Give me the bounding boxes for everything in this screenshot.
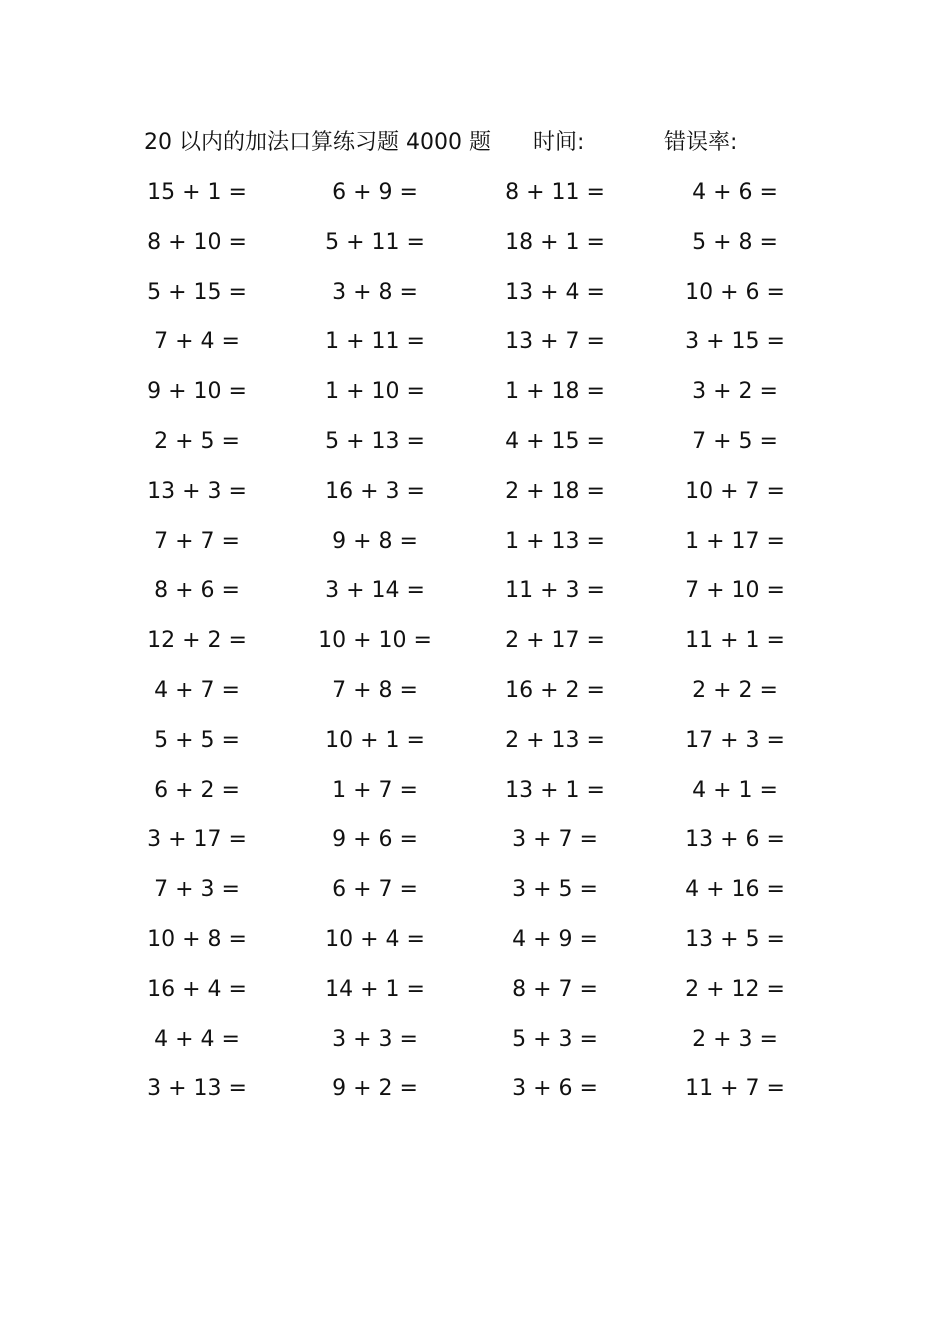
problem-cell: 3 + 2 = bbox=[692, 379, 778, 405]
problem-cell: 13 + 5 = bbox=[685, 926, 785, 952]
problem-cell: 3 + 7 = bbox=[512, 827, 598, 853]
problem-cell: 8 + 6 = bbox=[154, 578, 240, 604]
problem-row bbox=[0, 571, 950, 621]
problem-cell: 4 + 6 = bbox=[692, 180, 778, 205]
problem-cell: 3 + 15 = bbox=[685, 329, 785, 355]
problem-row bbox=[0, 372, 950, 422]
problem-cell: 13 + 4 = bbox=[505, 279, 605, 305]
problem-row bbox=[0, 1020, 950, 1070]
problem-cell: 13 + 3 = bbox=[147, 478, 247, 504]
problem-cell: 16 + 2 = bbox=[505, 677, 605, 703]
problem-cell: 1 + 10 = bbox=[325, 379, 425, 405]
problem-cell: 3 + 6 = bbox=[512, 1076, 598, 1102]
problem-cell: 8 + 7 = bbox=[512, 976, 598, 1002]
problem-row bbox=[0, 522, 950, 572]
problem-cell: 3 + 14 = bbox=[325, 578, 425, 604]
problem-cell: 9 + 10 = bbox=[147, 379, 247, 405]
problem-cell: 5 + 8 = bbox=[692, 229, 778, 255]
problem-cell: 2 + 17 = bbox=[505, 628, 605, 654]
problem-cell: 9 + 2 = bbox=[332, 1076, 418, 1102]
problem-cell: 2 + 5 = bbox=[154, 428, 240, 454]
problem-cell: 7 + 3 = bbox=[154, 877, 240, 903]
problem-cell: 6 + 2 = bbox=[154, 777, 240, 803]
problem-cell: 2 + 12 = bbox=[685, 976, 785, 1002]
problem-cell: 5 + 11 = bbox=[325, 229, 425, 255]
problem-cell: 10 + 6 = bbox=[685, 279, 785, 305]
problem-cell: 15 + 1 = bbox=[147, 180, 247, 205]
problem-row bbox=[0, 870, 950, 920]
problem-cell: 10 + 1 = bbox=[325, 727, 425, 753]
problem-row bbox=[0, 920, 950, 970]
problem-row bbox=[0, 273, 950, 323]
problem-cell: 6 + 9 = bbox=[332, 180, 418, 205]
problem-cell: 1 + 11 = bbox=[325, 329, 425, 355]
problem-cell: 5 + 13 = bbox=[325, 428, 425, 454]
problem-cell: 4 + 9 = bbox=[512, 926, 598, 952]
problem-cell: 3 + 3 = bbox=[332, 1026, 418, 1052]
problem-cell: 1 + 7 = bbox=[332, 777, 418, 803]
problem-cell: 11 + 3 = bbox=[505, 578, 605, 604]
problem-cell: 4 + 1 = bbox=[692, 777, 778, 803]
problem-row bbox=[0, 970, 950, 1020]
problem-cell: 2 + 13 = bbox=[505, 727, 605, 753]
problem-cell: 16 + 4 = bbox=[147, 976, 247, 1002]
time-label: 时间: bbox=[533, 130, 585, 155]
problem-cell: 9 + 6 = bbox=[332, 827, 418, 853]
problem-cell: 12 + 2 = bbox=[147, 628, 247, 654]
problem-cell: 8 + 11 = bbox=[505, 180, 605, 205]
problem-row bbox=[0, 771, 950, 821]
problem-cell: 10 + 7 = bbox=[685, 478, 785, 504]
problem-row bbox=[0, 472, 950, 522]
problem-cell: 7 + 7 = bbox=[154, 528, 240, 554]
problem-cell: 7 + 4 = bbox=[154, 329, 240, 355]
problem-row bbox=[0, 721, 950, 771]
problem-row bbox=[0, 621, 950, 671]
problem-cell: 1 + 18 = bbox=[505, 379, 605, 405]
problem-cell: 10 + 4 = bbox=[325, 926, 425, 952]
problem-row bbox=[0, 820, 950, 870]
problem-cell: 1 + 13 = bbox=[505, 528, 605, 554]
problem-row bbox=[0, 1069, 950, 1119]
problem-cell: 7 + 10 = bbox=[685, 578, 785, 604]
problem-cell: 8 + 10 = bbox=[147, 229, 247, 255]
problem-cell: 9 + 8 = bbox=[332, 528, 418, 554]
problem-row bbox=[0, 173, 950, 223]
problem-cell: 3 + 5 = bbox=[512, 877, 598, 903]
problem-cell: 3 + 8 = bbox=[332, 279, 418, 305]
problem-cell: 18 + 1 = bbox=[505, 229, 605, 255]
problem-cell: 16 + 3 = bbox=[325, 478, 425, 504]
problem-cell: 4 + 16 = bbox=[685, 877, 785, 903]
page-title: 20 以内的加法口算练习题 4000 题 bbox=[144, 130, 491, 155]
problem-cell: 4 + 15 = bbox=[505, 428, 605, 454]
problem-row bbox=[0, 671, 950, 721]
problem-cell: 3 + 17 = bbox=[147, 827, 247, 853]
problem-cell: 5 + 5 = bbox=[154, 727, 240, 753]
problem-cell: 1 + 17 = bbox=[685, 528, 785, 554]
problem-cell: 7 + 8 = bbox=[332, 677, 418, 703]
worksheet-header bbox=[0, 126, 950, 160]
problem-cell: 10 + 8 = bbox=[147, 926, 247, 952]
problem-row bbox=[0, 422, 950, 472]
problem-cell: 11 + 1 = bbox=[685, 628, 785, 654]
problem-cell: 2 + 2 = bbox=[692, 677, 778, 703]
problem-cell: 11 + 7 = bbox=[685, 1076, 785, 1102]
problem-grid bbox=[0, 173, 950, 1119]
problem-cell: 7 + 5 = bbox=[692, 428, 778, 454]
problem-cell: 6 + 7 = bbox=[332, 877, 418, 903]
problem-cell: 3 + 13 = bbox=[147, 1076, 247, 1102]
problem-row bbox=[0, 322, 950, 372]
problem-cell: 14 + 1 = bbox=[325, 976, 425, 1002]
problem-cell: 4 + 4 = bbox=[154, 1026, 240, 1052]
problem-cell: 13 + 1 = bbox=[505, 777, 605, 803]
problem-cell: 5 + 15 = bbox=[147, 279, 247, 305]
problem-cell: 2 + 18 = bbox=[505, 478, 605, 504]
error-rate-label: 错误率: bbox=[664, 130, 738, 155]
problem-cell: 17 + 3 = bbox=[685, 727, 785, 753]
problem-row bbox=[0, 223, 950, 273]
problem-cell: 5 + 3 = bbox=[512, 1026, 598, 1052]
problem-cell: 10 + 10 = bbox=[318, 628, 432, 654]
problem-cell: 4 + 7 = bbox=[154, 677, 240, 703]
problem-cell: 13 + 7 = bbox=[505, 329, 605, 355]
problem-cell: 13 + 6 = bbox=[685, 827, 785, 853]
problem-cell: 2 + 3 = bbox=[692, 1026, 778, 1052]
